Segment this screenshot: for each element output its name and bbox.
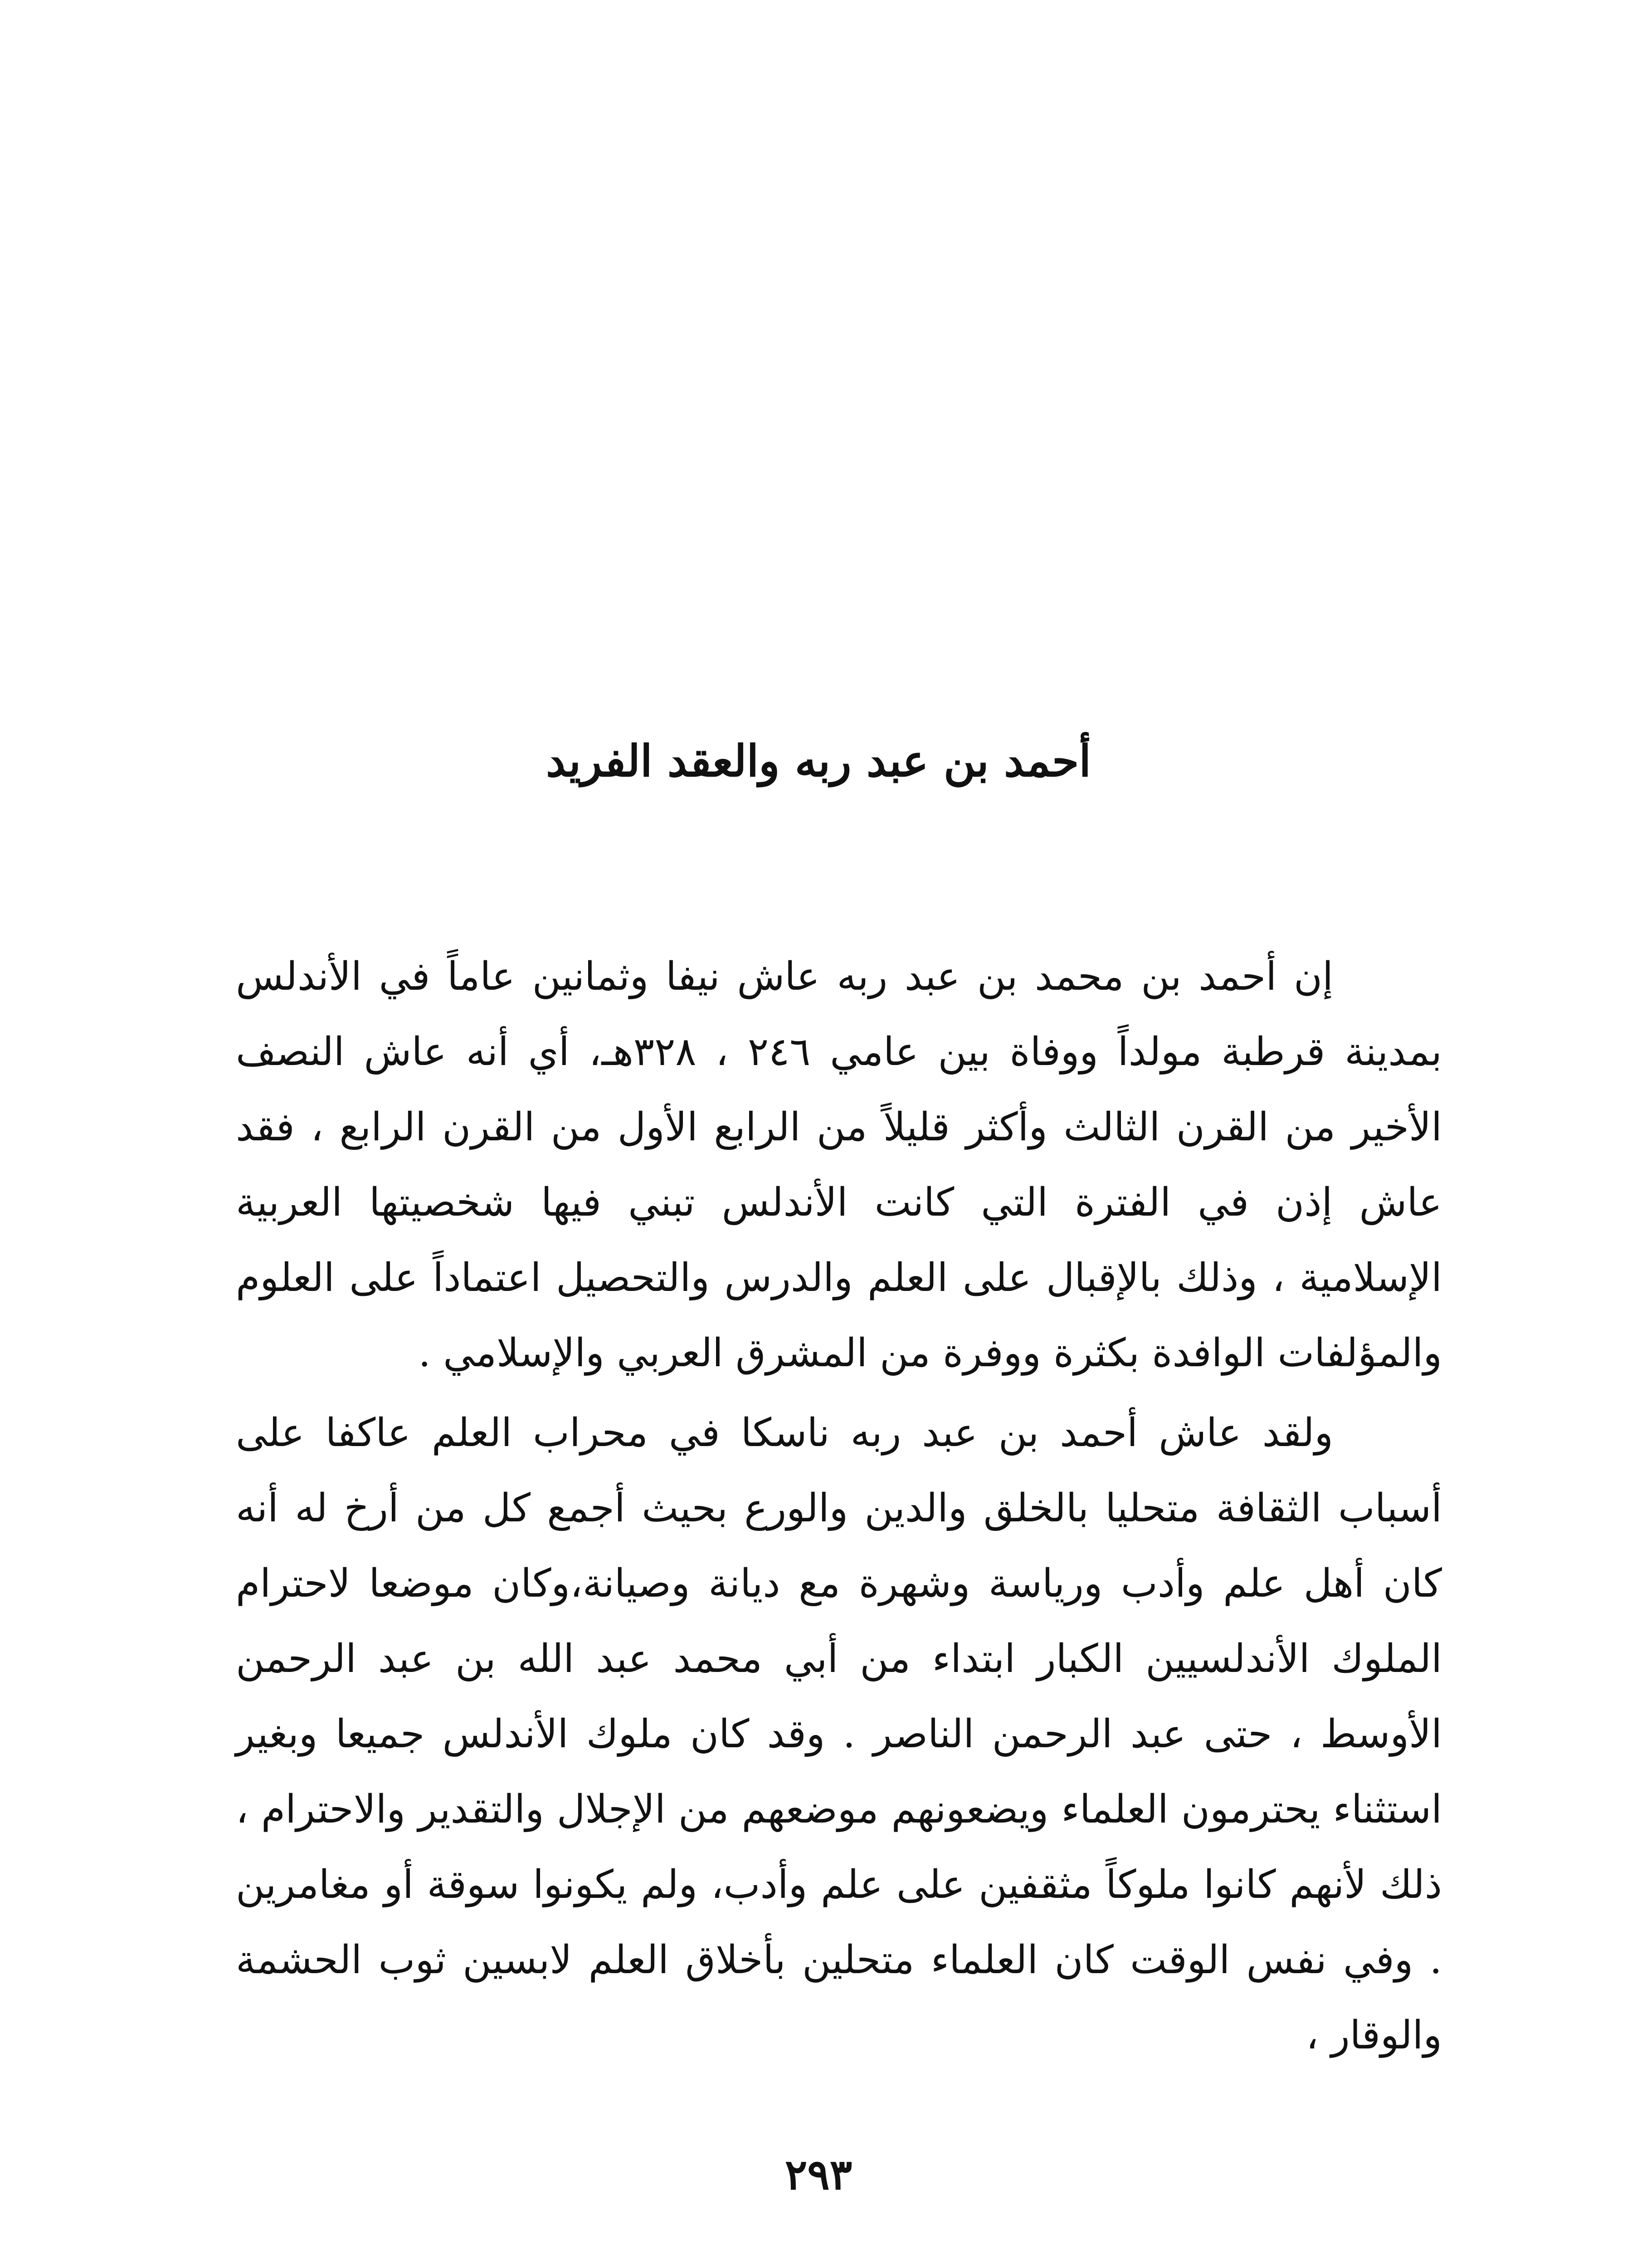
chapter-title: أحمد بن عبد ربه والعقد الفريد	[546, 735, 1091, 787]
paragraph-2: ولقد عاش أحمد بن عبد ربه ناسكا في محراب العلم عاكفا على أسباب الثقافة متحليا بالخلق والدين والورع بحيث أجمع كل من أرخ له أنه كان أهل علم وأدب ورياسة وشهرة مع ديانة وصيانة،وكان موضعا لاحترام الملوك الأندلسيين الكبار ابتداء من أبي محمد عبد الله بن عبد الرحمن الأوسط ، حتى عبد الرحمن الناصر . وقد كان ملوك الأندلس جميعا وبغير استثناء يحترمون العلماء ويضعونهم موضعهم من الإجلال والتقدير والاحترام ، ذلك لأنهم كانوا ملوكاً مثقفين على علم وأدب، ولم يكونوا سوقة أو مغامرين . وفي نفس الوقت كان العلماء متحلين بأخلاق العلم لابسين ثوب الحشمة والوقار ،	[236, 1410, 1442, 2058]
paragraph-1: إن أحمد بن محمد بن عبد ربه عاش نيفا وثمانين عاماً في الأندلس بمدينة قرطبة مولداً ووفاة بين عامي ٢٤٦ ، ٣٢٨هـ، أي أنه عاش النصف الأخير من القرن الثالث وأكثر قليلاً من الرابع الأول من القرن الرابع ، فقد عاش إذن في الفترة التي كانت الأندلس تبني فيها شخصيتها العربية الإسلامية ، وذلك بالإقبال على العلم والدرس والتحصيل اعتماداً على العلوم والمؤلفات الوافدة بكثرة ووفرة من المشرق العربي والإسلامي .	[236, 954, 1442, 1376]
page-number: ٢٩٣	[784, 2150, 853, 2199]
body-text	[236, 939, 1442, 2073]
